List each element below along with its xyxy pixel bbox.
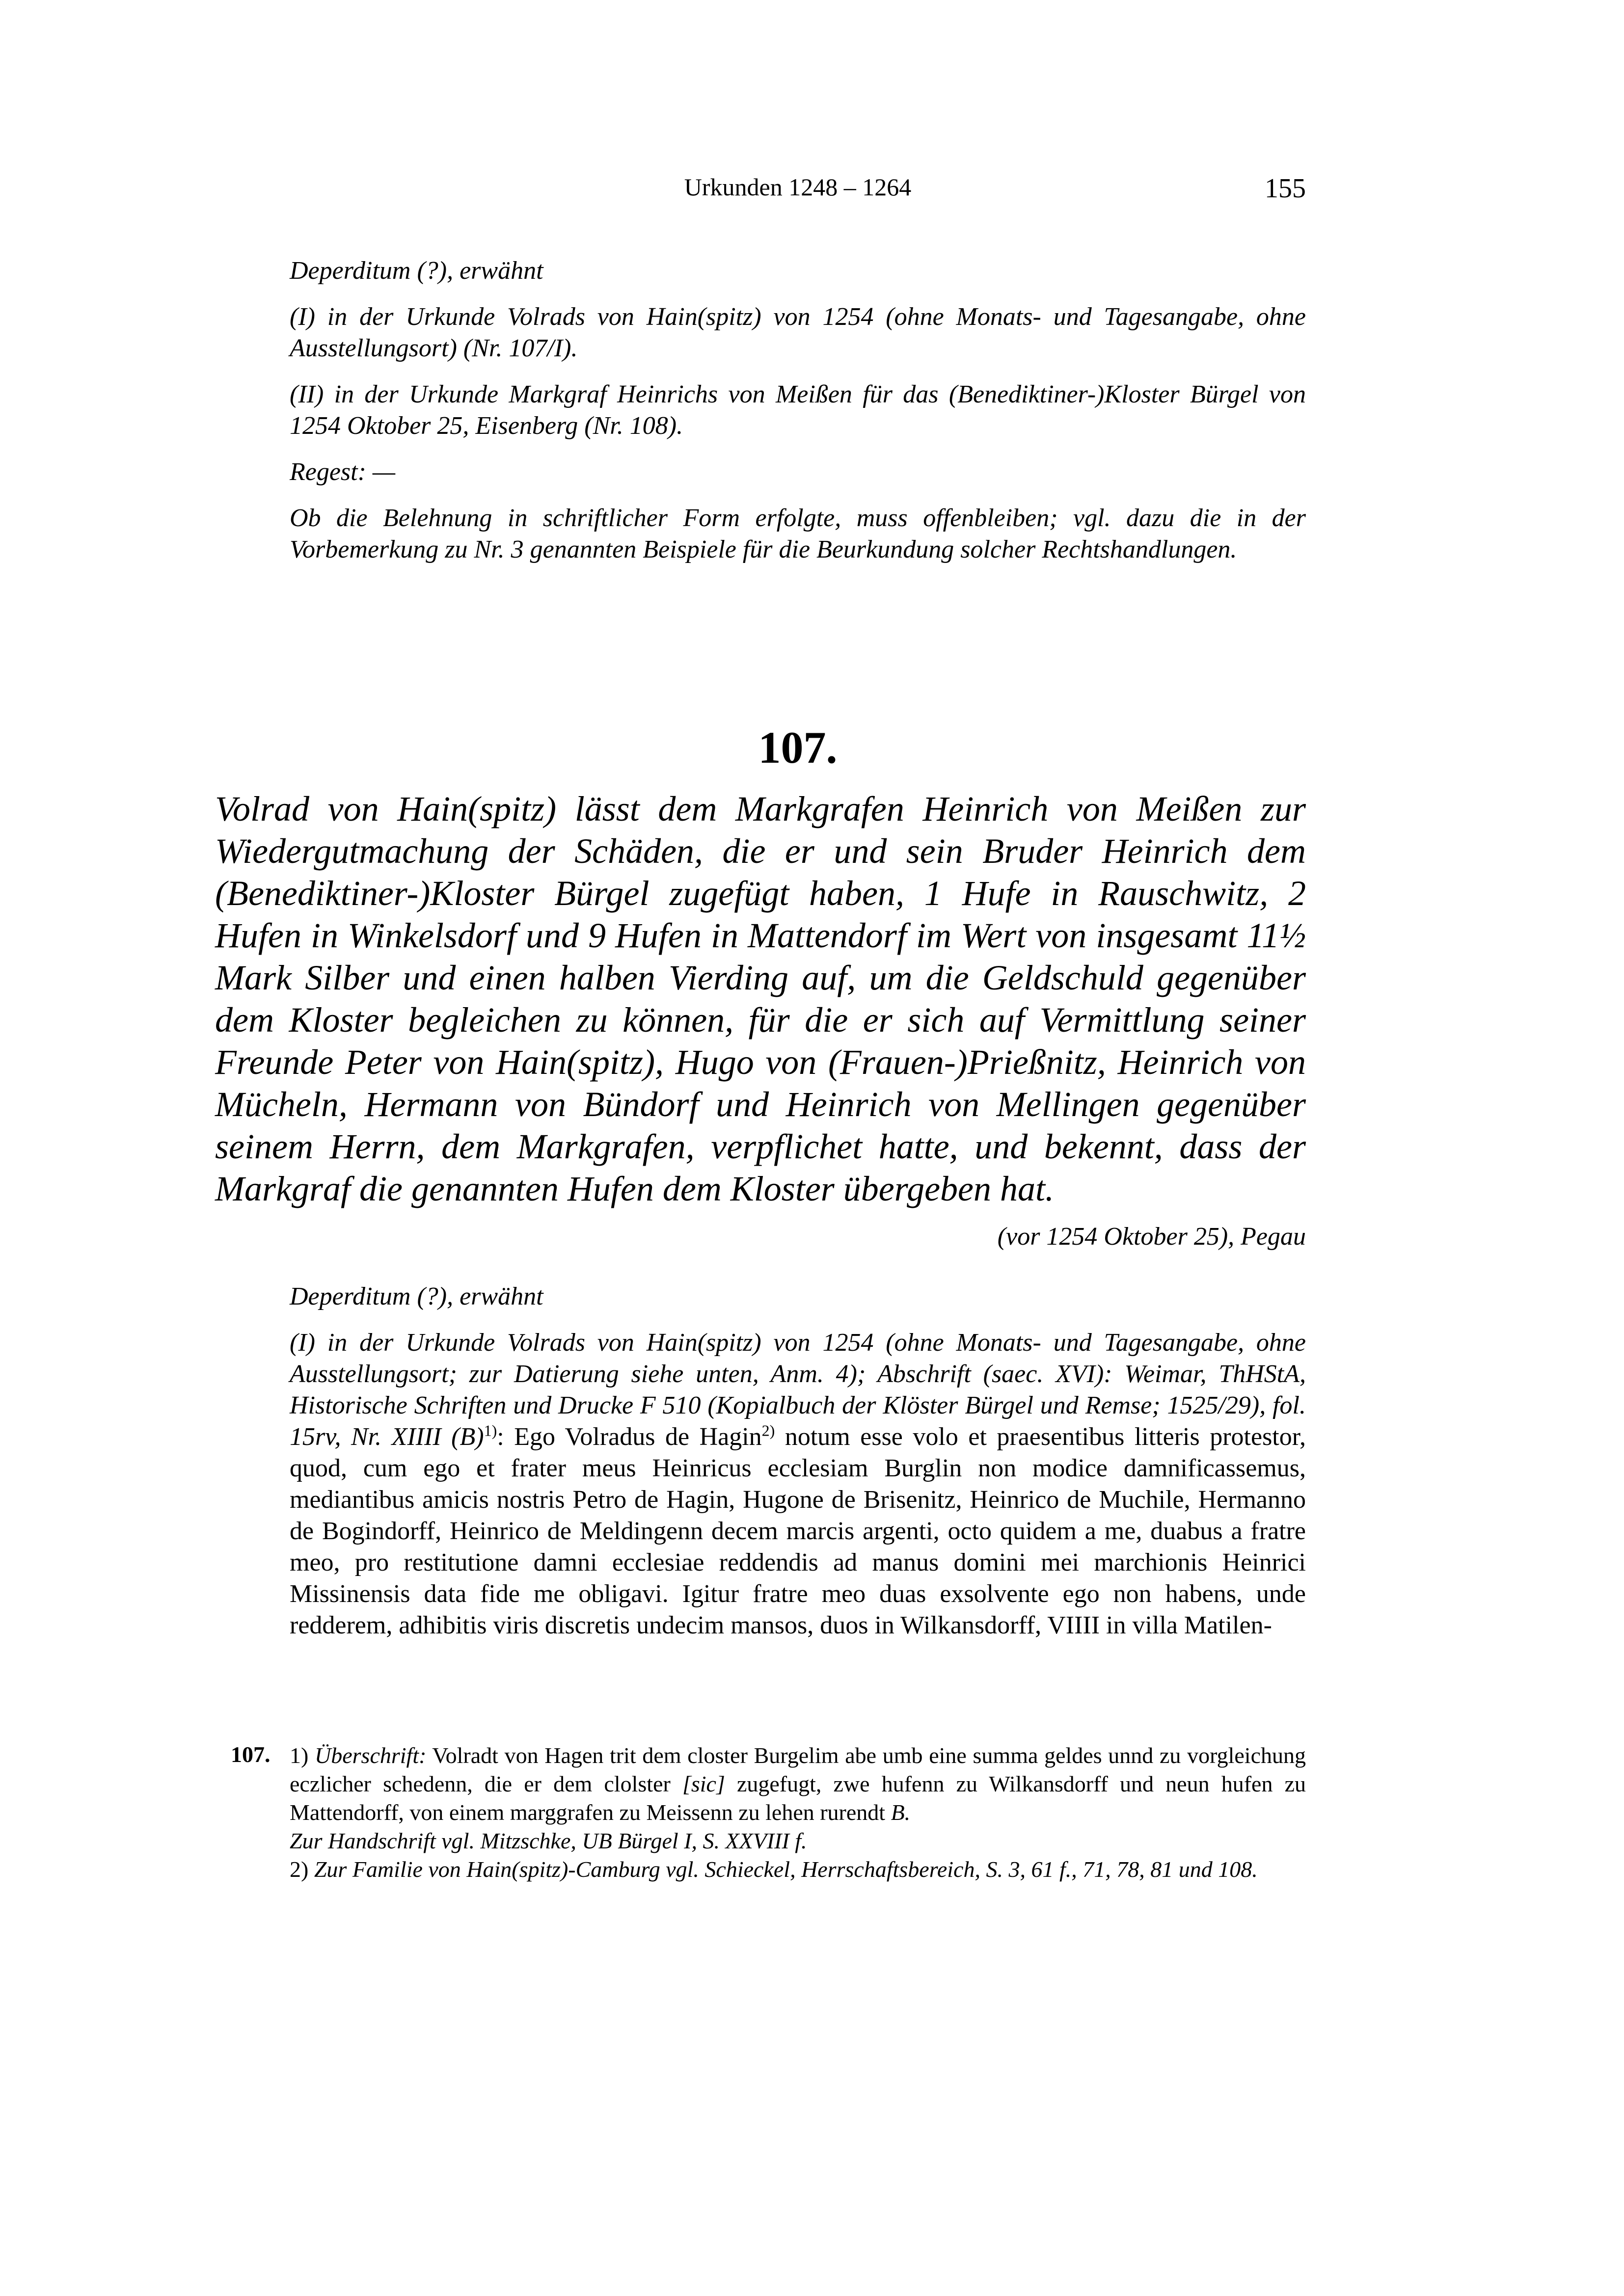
manuscript-siglum: B. (891, 1800, 911, 1825)
sic-mark: [sic] (682, 1771, 725, 1796)
deperditum-note: Deperditum (?), erwähnt (290, 257, 543, 285)
running-title: Urkunden 1248 – 1264 (684, 173, 912, 201)
footnote-heading: Überschrift: (315, 1743, 427, 1768)
page-number: 155 (1265, 173, 1306, 204)
footnotes-body (290, 1741, 1306, 1884)
footnote-2 (290, 1855, 1306, 1884)
source-citation: (I) in der Urkunde Volrads von Hain(spitz) von 1254 (ohne Monats- und Tagesangabe, ohne Ausstellungsort; zur Datierung siehe unten, Anm. 4); Abschrift (saec. XVI): Weimar, ThHStA, Historische Schriften und Drucke F 510 (Kopialbuch der Klöster Bürgel und Remse; 1525/29), fol. 15rv, Nr. XIIII (B) (290, 1329, 1306, 1451)
deperditum-note: Deperditum (?), erwähnt (290, 1282, 543, 1310)
date-place: (vor 1254 Oktober 25), Pegau (997, 1223, 1306, 1251)
footnote-label: 2) (290, 1857, 314, 1882)
footnote-text: Volradt von Hagen trit dem closter Burgelim abe umb eine summa geldes unnd zu vorgleichung eczlicher schedenn, die er dem clolster (290, 1743, 1306, 1796)
previous-entry-apparatus (290, 255, 1306, 565)
source-citation-2: (II) in der Urkunde Markgraf Heinrichs von Meißen für das (Benediktiner-)Kloster Bürgel von 1254 Oktober 25, Eisenberg (Nr. 108). (290, 380, 1306, 440)
footnote-text: zugefugt, zwe hufenn zu Wilkansdorff und neun hufen zu Mattendorff, von einem marggrafen zu Meissenn zu lehen rurendt (290, 1771, 1306, 1825)
latin-text-a: : Ego Volradus de Hagin (497, 1423, 762, 1451)
source-citation-1: (I) in der Urkunde Volrads von Hain(spitz) von 1254 (ohne Monats- und Tagesangabe, ohne Ausstellungsort) (Nr. 107/I). (290, 303, 1306, 362)
editorial-remark: Ob die Belehnung in schriftlicher Form erfolgte, muss offenbleiben; vgl. dazu die in der Vorbemerkung zu Nr. 3 genannten Beispiele für die Beurkundung solcher Rechtshandlungen. (290, 504, 1306, 563)
footnote-1 (290, 1741, 1306, 1855)
footnote-ref-2: 2) (761, 1421, 775, 1440)
footnote-text: Zur Familie von Hain(spitz)-Camburg vgl. Schieckel, Herrschaftsbereich, S. 3, 61 f., 71, 78, 81 und 108. (314, 1857, 1258, 1882)
entry-apparatus (290, 1281, 1306, 1641)
entry-number: 107. (758, 722, 838, 773)
charter-text (290, 1327, 1306, 1641)
manuscript-reference: Zur Handschrift vgl. Mitzschke, UB Bürgel I, S. XXVIII f. (290, 1828, 807, 1853)
entry-summary: Volrad von Hain(spitz) lässt dem Markgrafen Heinrich von Meißen zur Wiedergutmachung der Schäden, die er und sein Bruder Heinrich dem (Benediktiner-)Kloster Bürgel zugefügt haben, 1 Hufe in Rauschwitz, 2 Hufen in Winkelsdorf und 9 Hufen in Mattendorf im Wert von insgesamt 11½ Mark Silber und einen halben Vierding auf, um die Geldschuld gegenüber dem Kloster begleichen zu können, für die er sich auf Vermittlung seiner Freunde Peter von Hain(spitz), Hugo von (Frauen-)Prießnitz, Heinrich von Mücheln, Hermann von Bündorf und Heinrich von Mellingen gegenüber seinem Herrn, dem Markgrafen, verpflichet hatte, und bekennt, dass der Markgraf die genannten Hufen dem Kloster übergeben hat. (215, 789, 1306, 1208)
footnote-label: 1) (290, 1743, 315, 1768)
regest-label: Regest: — (290, 458, 396, 486)
footnote-ref-1: 1) (484, 1421, 497, 1440)
latin-text-b: notum esse volo et praesentibus litteris protestor, quod, cum ego et frater meus Heinricus ecclesiam Burglin non modice damnificassemus, mediantibus amicis nostris Petro de Hagin, Hugone de Brisenitz, Heinrico de Muchile, Hermanno de Bogindorff, Heinrico de Meldingenn decem marcis argenti, octo quidem a me, duabus a fratre meo, pro restitutione damni ecclesiae reddendis ad manus domini mei marchionis Heinrici Missinensis data fide me obligavi. Igitur fratre meo duas exsolvente ego non habens, unde redderem, adhibitis viris discretis undecim mansos, duos in Wilkansdorff, VIIII in villa Matilen- (290, 1423, 1306, 1639)
running-head (290, 173, 1306, 212)
footnotes-entry-number: 107. (231, 1742, 271, 1767)
